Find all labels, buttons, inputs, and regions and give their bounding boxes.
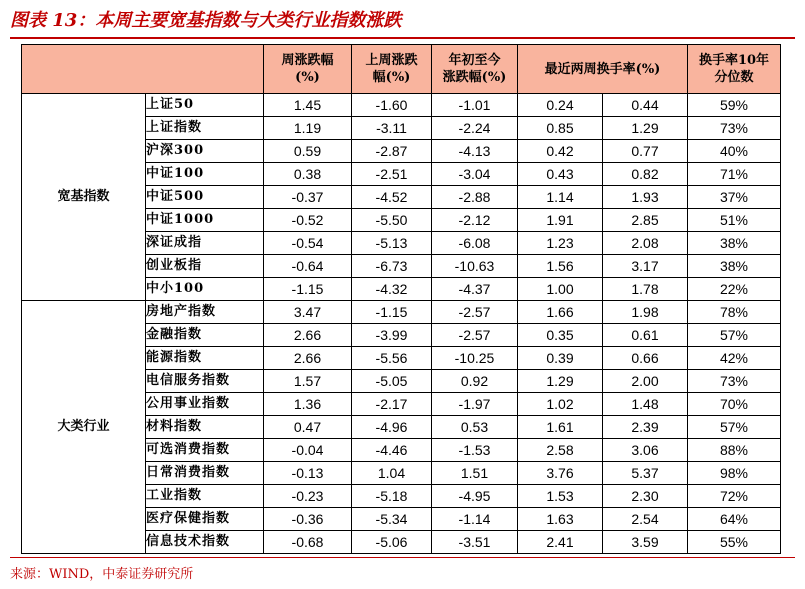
turnover-week2-cell: 1.93 [603, 186, 688, 209]
index-name: 中证500 [146, 186, 264, 209]
weekly-change-cell: 1.57 [264, 370, 352, 393]
prev-week-change-cell: -5.34 [352, 508, 432, 531]
turnover-week1-cell: 1.91 [518, 209, 603, 232]
weekly-change-cell: -0.23 [264, 485, 352, 508]
turnover-percentile-cell: 57% [688, 324, 781, 347]
index-name: 中小100 [146, 278, 264, 301]
turnover-percentile-cell: 98% [688, 462, 781, 485]
footer-divider [10, 557, 795, 558]
turnover-percentile-cell: 51% [688, 209, 781, 232]
index-name: 上证指数 [146, 117, 264, 140]
index-name: 日常消费指数 [146, 462, 264, 485]
turnover-percentile-cell: 73% [688, 117, 781, 140]
index-name: 材料指数 [146, 416, 264, 439]
turnover-week2-cell: 0.66 [603, 347, 688, 370]
turnover-week2-cell: 3.59 [603, 531, 688, 554]
prev-week-change-cell: -1.60 [352, 94, 432, 117]
ytd-change-cell: -6.08 [432, 232, 518, 255]
turnover-week1-cell: 1.02 [518, 393, 603, 416]
prev-week-change-cell: -2.17 [352, 393, 432, 416]
turnover-week2-cell: 2.00 [603, 370, 688, 393]
weekly-change-cell: -0.52 [264, 209, 352, 232]
table-body [22, 94, 781, 554]
index-name: 创业板指 [146, 255, 264, 278]
figure-title: 图表 13：本周主要宽基指数与大类行业指数涨跌 [10, 10, 402, 31]
weekly-change-cell: 1.36 [264, 393, 352, 416]
header-prev-week-change: 上周涨跌 幅(%) [352, 45, 432, 94]
turnover-week2-cell: 3.17 [603, 255, 688, 278]
turnover-week1-cell: 0.42 [518, 140, 603, 163]
turnover-week1-cell: 3.76 [518, 462, 603, 485]
turnover-week1-cell: 0.39 [518, 347, 603, 370]
index-name: 金融指数 [146, 324, 264, 347]
ytd-change-cell: -3.04 [432, 163, 518, 186]
index-name: 能源指数 [146, 347, 264, 370]
weekly-change-cell: 2.66 [264, 324, 352, 347]
turnover-percentile-cell: 38% [688, 232, 781, 255]
turnover-percentile-cell: 59% [688, 94, 781, 117]
turnover-week1-cell: 1.53 [518, 485, 603, 508]
turnover-week2-cell: 2.85 [603, 209, 688, 232]
index-name: 医疗保健指数 [146, 508, 264, 531]
turnover-week2-cell: 1.48 [603, 393, 688, 416]
prev-week-change-cell: -3.11 [352, 117, 432, 140]
weekly-change-cell: -0.37 [264, 186, 352, 209]
ytd-change-cell: -3.51 [432, 531, 518, 554]
header-turnover: 最近两周换手率(%) [518, 45, 688, 94]
turnover-week2-cell: 2.30 [603, 485, 688, 508]
ytd-change-cell: 0.92 [432, 370, 518, 393]
turnover-week2-cell: 2.08 [603, 232, 688, 255]
turnover-week1-cell: 1.00 [518, 278, 603, 301]
turnover-week1-cell: 1.23 [518, 232, 603, 255]
turnover-week1-cell: 1.61 [518, 416, 603, 439]
turnover-percentile-cell: 78% [688, 301, 781, 324]
index-name: 电信服务指数 [146, 370, 264, 393]
turnover-percentile-cell: 40% [688, 140, 781, 163]
turnover-percentile-cell: 42% [688, 347, 781, 370]
ytd-change-cell: -1.01 [432, 94, 518, 117]
turnover-week2-cell: 5.37 [603, 462, 688, 485]
turnover-week2-cell: 0.44 [603, 94, 688, 117]
ytd-change-cell: -1.14 [432, 508, 518, 531]
turnover-percentile-cell: 88% [688, 439, 781, 462]
group-label: 大类行业 [22, 301, 146, 554]
turnover-percentile-cell: 55% [688, 531, 781, 554]
turnover-percentile-cell: 64% [688, 508, 781, 531]
ytd-change-cell: -4.37 [432, 278, 518, 301]
ytd-change-cell: -2.24 [432, 117, 518, 140]
table-row [22, 301, 781, 324]
weekly-change-cell: 0.59 [264, 140, 352, 163]
prev-week-change-cell: -3.99 [352, 324, 432, 347]
ytd-change-cell: -1.97 [432, 393, 518, 416]
weekly-change-cell: 1.45 [264, 94, 352, 117]
turnover-week2-cell: 1.29 [603, 117, 688, 140]
turnover-week1-cell: 2.41 [518, 531, 603, 554]
weekly-change-cell: 0.47 [264, 416, 352, 439]
index-name: 中证100 [146, 163, 264, 186]
turnover-week2-cell: 3.06 [603, 439, 688, 462]
turnover-week1-cell: 0.35 [518, 324, 603, 347]
turnover-percentile-cell: 37% [688, 186, 781, 209]
source-note: 来源：WIND，中泰证券研究所 [10, 567, 194, 582]
table-row [22, 94, 781, 117]
turnover-percentile-cell: 72% [688, 485, 781, 508]
turnover-week1-cell: 1.14 [518, 186, 603, 209]
index-name: 沪深300 [146, 140, 264, 163]
weekly-change-cell: -0.68 [264, 531, 352, 554]
turnover-week1-cell: 1.56 [518, 255, 603, 278]
prev-week-change-cell: -2.87 [352, 140, 432, 163]
prev-week-change-cell: -5.06 [352, 531, 432, 554]
weekly-change-cell: -0.54 [264, 232, 352, 255]
ytd-change-cell: -4.13 [432, 140, 518, 163]
turnover-week2-cell: 0.82 [603, 163, 688, 186]
turnover-week1-cell: 0.43 [518, 163, 603, 186]
ytd-change-cell: -2.12 [432, 209, 518, 232]
weekly-change-cell: 3.47 [264, 301, 352, 324]
index-performance-table [21, 44, 781, 554]
index-name: 工业指数 [146, 485, 264, 508]
ytd-change-cell: -4.95 [432, 485, 518, 508]
prev-week-change-cell: -4.52 [352, 186, 432, 209]
weekly-change-cell: -0.36 [264, 508, 352, 531]
weekly-change-cell: 0.38 [264, 163, 352, 186]
turnover-percentile-cell: 71% [688, 163, 781, 186]
header-turnover-percentile: 换手率10年 分位数 [688, 45, 781, 94]
header-blank [22, 45, 264, 94]
group-label: 宽基指数 [22, 94, 146, 301]
weekly-change-cell: -0.64 [264, 255, 352, 278]
header-weekly-change: 周涨跌幅 (%) [264, 45, 352, 94]
turnover-week1-cell: 1.63 [518, 508, 603, 531]
prev-week-change-cell: -5.18 [352, 485, 432, 508]
turnover-week1-cell: 0.85 [518, 117, 603, 140]
turnover-percentile-cell: 70% [688, 393, 781, 416]
header-ytd-change: 年初至今 涨跌幅(%) [432, 45, 518, 94]
prev-week-change-cell: -4.96 [352, 416, 432, 439]
turnover-week2-cell: 2.54 [603, 508, 688, 531]
weekly-change-cell: 2.66 [264, 347, 352, 370]
ytd-change-cell: -2.57 [432, 301, 518, 324]
turnover-week2-cell: 2.39 [603, 416, 688, 439]
prev-week-change-cell: -5.50 [352, 209, 432, 232]
index-name: 可选消费指数 [146, 439, 264, 462]
turnover-week1-cell: 1.66 [518, 301, 603, 324]
index-name: 中证1000 [146, 209, 264, 232]
prev-week-change-cell: 1.04 [352, 462, 432, 485]
turnover-week2-cell: 1.98 [603, 301, 688, 324]
turnover-week1-cell: 1.29 [518, 370, 603, 393]
prev-week-change-cell: -5.13 [352, 232, 432, 255]
prev-week-change-cell: -5.56 [352, 347, 432, 370]
turnover-week1-cell: 2.58 [518, 439, 603, 462]
prev-week-change-cell: -4.32 [352, 278, 432, 301]
ytd-change-cell: -1.53 [432, 439, 518, 462]
prev-week-change-cell: -4.46 [352, 439, 432, 462]
ytd-change-cell: -2.57 [432, 324, 518, 347]
weekly-change-cell: -0.04 [264, 439, 352, 462]
turnover-week2-cell: 1.78 [603, 278, 688, 301]
ytd-change-cell: -10.25 [432, 347, 518, 370]
table-header-row [22, 45, 781, 94]
weekly-change-cell: -0.13 [264, 462, 352, 485]
prev-week-change-cell: -2.51 [352, 163, 432, 186]
turnover-percentile-cell: 38% [688, 255, 781, 278]
turnover-percentile-cell: 57% [688, 416, 781, 439]
prev-week-change-cell: -1.15 [352, 301, 432, 324]
ytd-change-cell: -10.63 [432, 255, 518, 278]
index-name: 上证50 [146, 94, 264, 117]
turnover-week2-cell: 0.77 [603, 140, 688, 163]
index-name: 公用事业指数 [146, 393, 264, 416]
title-divider [10, 37, 795, 39]
prev-week-change-cell: -6.73 [352, 255, 432, 278]
prev-week-change-cell: -5.05 [352, 370, 432, 393]
turnover-percentile-cell: 22% [688, 278, 781, 301]
weekly-change-cell: 1.19 [264, 117, 352, 140]
weekly-change-cell: -1.15 [264, 278, 352, 301]
turnover-week2-cell: 0.61 [603, 324, 688, 347]
turnover-week1-cell: 0.24 [518, 94, 603, 117]
ytd-change-cell: 0.53 [432, 416, 518, 439]
ytd-change-cell: -2.88 [432, 186, 518, 209]
ytd-change-cell: 1.51 [432, 462, 518, 485]
index-name: 房地产指数 [146, 301, 264, 324]
index-name: 深证成指 [146, 232, 264, 255]
index-name: 信息技术指数 [146, 531, 264, 554]
turnover-percentile-cell: 73% [688, 370, 781, 393]
